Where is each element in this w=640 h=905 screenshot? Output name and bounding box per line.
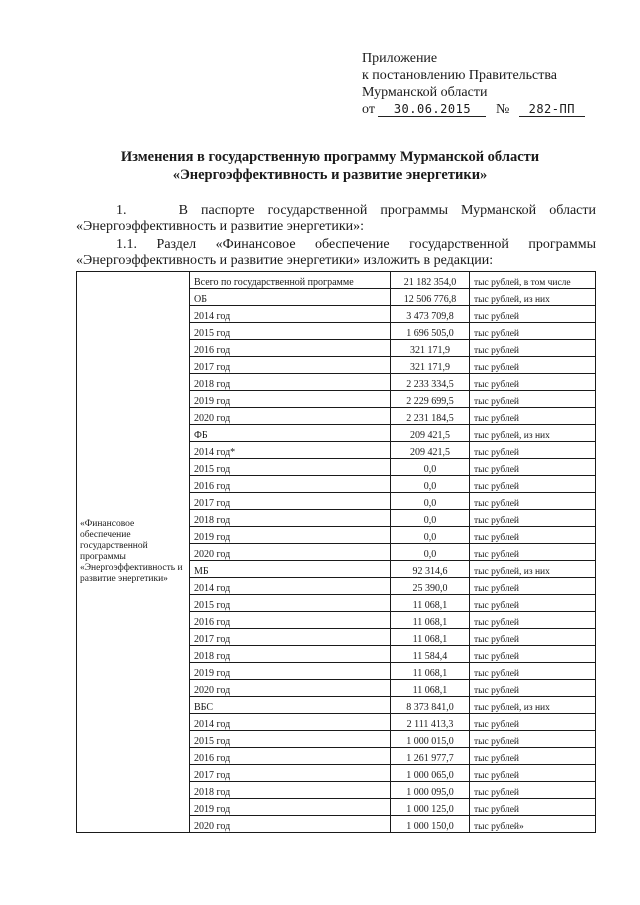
- row-label: 2020 год: [190, 408, 391, 425]
- row-value: 8 373 841,0: [391, 697, 470, 714]
- row-unit: тыс рублей: [470, 714, 596, 731]
- row-unit: тыс рублей: [470, 357, 596, 374]
- row-label: 2016 год: [190, 748, 391, 765]
- row-value: 0,0: [391, 493, 470, 510]
- row-unit: тыс рублей, из них: [470, 425, 596, 442]
- row-value: 11 068,1: [391, 612, 470, 629]
- row-value: 1 000 095,0: [391, 782, 470, 799]
- row-label: 2014 год: [190, 306, 391, 323]
- title-line-1: Изменения в государственную программу Мурманской области: [120, 149, 540, 165]
- row-value: 1 000 015,0: [391, 731, 470, 748]
- row-unit: тыс рублей: [470, 459, 596, 476]
- title-line-2: «Энергоэффективность и развитие энергетики»: [172, 167, 488, 183]
- row-unit: тыс рублей: [470, 680, 596, 697]
- row-label: 2015 год: [190, 595, 391, 612]
- row-unit: тыс рублей: [470, 476, 596, 493]
- row-value: 11 584,4: [391, 646, 470, 663]
- row-label: 2018 год: [190, 510, 391, 527]
- row-unit: тыс рублей: [470, 765, 596, 782]
- row-value: 11 068,1: [391, 663, 470, 680]
- row-label: 2014 год: [190, 578, 391, 595]
- row-label: Всего по государственной программе: [190, 272, 391, 289]
- row-value: 2 111 413,3: [391, 714, 470, 731]
- row-unit: тыс рублей: [470, 731, 596, 748]
- row-label: МБ: [190, 561, 391, 578]
- row-label: 2019 год: [190, 663, 391, 680]
- row-unit: тыс рублей: [470, 578, 596, 595]
- row-label: 2019 год: [190, 799, 391, 816]
- row-value: 2 233 334,5: [391, 374, 470, 391]
- row-label: 2019 год: [190, 527, 391, 544]
- row-label: 2015 год: [190, 459, 391, 476]
- paragraph-2-text: 1.1. Раздел «Финансовое обеспечение государственной программы «Энергоэффективность и развитие энергетики» изложить в редакции:: [76, 237, 596, 268]
- row-value: 12 506 776,8: [391, 289, 470, 306]
- row-value: 3 473 709,8: [391, 306, 470, 323]
- row-label: 2015 год: [190, 731, 391, 748]
- row-unit: тыс рублей: [470, 391, 596, 408]
- financing-table: [76, 271, 596, 833]
- row-label: 2018 год: [190, 646, 391, 663]
- row-label: ОБ: [190, 289, 391, 306]
- number-sign: №: [495, 102, 510, 117]
- row-unit: тыс рублей: [470, 340, 596, 357]
- row-unit: тыс рублей: [470, 493, 596, 510]
- row-unit: тыс рублей: [470, 799, 596, 816]
- row-unit: тыс рублей: [470, 629, 596, 646]
- row-value: 0,0: [391, 459, 470, 476]
- row-value: 1 000 125,0: [391, 799, 470, 816]
- row-value: 11 068,1: [391, 629, 470, 646]
- document-title: [70, 148, 590, 184]
- row-value: 11 068,1: [391, 595, 470, 612]
- row-unit: тыс рублей: [470, 748, 596, 765]
- resolution-date: 30.06.2015: [378, 103, 486, 117]
- row-label: 2016 год: [190, 340, 391, 357]
- row-unit: тыс рублей»: [470, 816, 596, 833]
- row-unit: тыс рублей: [470, 442, 596, 459]
- row-unit: тыс рублей: [470, 646, 596, 663]
- resolution-number: 282-ПП: [519, 103, 585, 117]
- row-value: 1 696 505,0: [391, 323, 470, 340]
- row-label: 2014 год*: [190, 442, 391, 459]
- row-value: 321 171,9: [391, 340, 470, 357]
- row-label: ВБС: [190, 697, 391, 714]
- row-label: 2017 год: [190, 629, 391, 646]
- row-unit: тыс рублей: [470, 408, 596, 425]
- row-label: 2017 год: [190, 493, 391, 510]
- row-label: 2020 год: [190, 816, 391, 833]
- row-label: 2019 год: [190, 391, 391, 408]
- row-value: 92 314,6: [391, 561, 470, 578]
- row-label: 2014 год: [190, 714, 391, 731]
- paragraph-2: [76, 237, 596, 269]
- row-value: 21 182 354,0: [391, 272, 470, 289]
- section-label-cell: «Финансовое обеспечение государственной программы «Энергоэффективность и развитие энергетики»: [77, 272, 190, 833]
- row-unit: тыс рублей: [470, 663, 596, 680]
- row-unit: тыс рублей: [470, 612, 596, 629]
- row-label: ФБ: [190, 425, 391, 442]
- row-unit: тыс рублей: [470, 527, 596, 544]
- row-label: 2016 год: [190, 612, 391, 629]
- row-unit: тыс рублей: [470, 306, 596, 323]
- row-label: 2017 год: [190, 357, 391, 374]
- row-unit: тыс рублей: [470, 510, 596, 527]
- row-label: 2016 год: [190, 476, 391, 493]
- row-label: 2018 год: [190, 782, 391, 799]
- paragraph-1-number: 1.: [116, 203, 127, 218]
- row-unit: тыс рублей: [470, 323, 596, 340]
- date-prefix: от: [362, 102, 375, 117]
- row-label: 2020 год: [190, 680, 391, 697]
- row-unit: тыс рублей: [470, 595, 596, 612]
- row-unit: тыс рублей, из них: [470, 697, 596, 714]
- appendix-title: Приложение: [362, 51, 438, 66]
- appendix-date-line: [362, 101, 612, 118]
- row-value: 2 231 184,5: [391, 408, 470, 425]
- paragraph-1-text: В паспорте государственной программы Мурманской области «Энергоэффективность и развитие энергетики»:: [76, 203, 597, 234]
- row-unit: тыс рублей: [470, 374, 596, 391]
- row-value: 2 229 699,5: [391, 391, 470, 408]
- paragraph-1: [76, 203, 596, 235]
- row-unit: тыс рублей: [470, 544, 596, 561]
- row-unit: тыс рублей, из них: [470, 561, 596, 578]
- row-label: 2015 год: [190, 323, 391, 340]
- row-value: 0,0: [391, 544, 470, 561]
- row-label: 2017 год: [190, 765, 391, 782]
- row-value: 0,0: [391, 476, 470, 493]
- row-value: 1 261 977,7: [391, 748, 470, 765]
- row-unit: тыс рублей, из них: [470, 289, 596, 306]
- row-unit: тыс рублей: [470, 782, 596, 799]
- table-row: [77, 272, 596, 289]
- row-value: 321 171,9: [391, 357, 470, 374]
- row-value: 11 068,1: [391, 680, 470, 697]
- row-value: 1 000 065,0: [391, 765, 470, 782]
- row-value: 0,0: [391, 510, 470, 527]
- appendix-block: [362, 50, 612, 118]
- row-unit: тыс рублей, в том числе: [470, 272, 596, 289]
- row-label: 2020 год: [190, 544, 391, 561]
- row-value: 25 390,0: [391, 578, 470, 595]
- row-value: 1 000 150,0: [391, 816, 470, 833]
- row-value: 209 421,5: [391, 442, 470, 459]
- appendix-line-3: Мурманской области: [362, 85, 488, 100]
- row-label: 2018 год: [190, 374, 391, 391]
- row-value: 0,0: [391, 527, 470, 544]
- appendix-line-2: к постановлению Правительства: [362, 68, 558, 83]
- row-value: 209 421,5: [391, 425, 470, 442]
